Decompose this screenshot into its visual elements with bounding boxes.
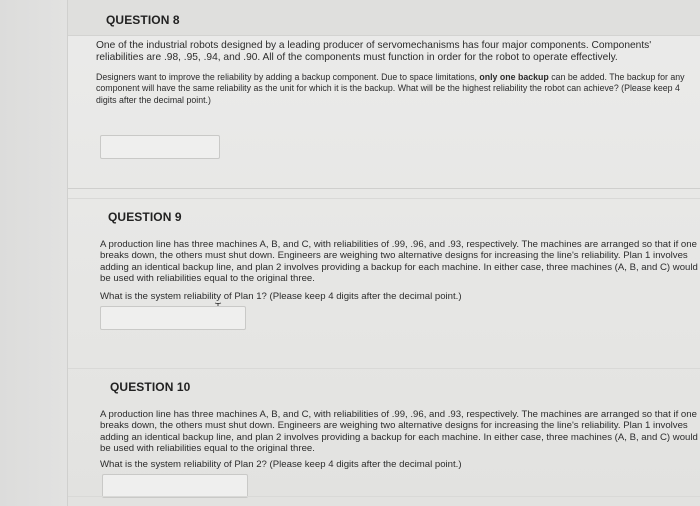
question-9-text: A production line has three machines A, B, and C, with reliabilities of .99, .96, and .93, respectively. The machines are arranged so that if one breaks down, the others must shut down. Engineers are weighing two alternative designs for increasing the line's reliability. Plan 1 involves adding an identical backup line, and plan 2 involves providing a backup for each machine. In either case, three machines (A, B, and C) would be used with reliabilities equal to the original three. [100, 239, 698, 285]
question-9-title: QUESTION 9 [108, 210, 182, 224]
question-8-instructions [96, 72, 696, 106]
question-10 [68, 369, 700, 506]
question-10-title: QUESTION 10 [110, 380, 191, 394]
question-9-answer-input[interactable] [100, 306, 246, 330]
divider-10 [68, 496, 700, 497]
question-10-prompt: What is the system reliability of Plan 2? (Please keep 4 digits after the decimal point.) [100, 459, 462, 470]
question-8-instructions-bold: only one backup [479, 72, 549, 82]
question-10-text: A production line has three machines A, B, and C, with reliabilities of .99, .96, and .93, respectively. The machines are arranged so that if one breaks down, the others must shut down. Engineers are weighing two alternative designs for increasing the line's reliability. Plan 1 involves adding an identical backup line, and plan 2 involves providing a backup for each machine. In either case, three machines (A, B, and C) would be used with reliabilities equal to the original three. [100, 409, 698, 455]
question-8-answer-input[interactable] [100, 135, 220, 159]
question-8-title: QUESTION 8 [106, 13, 180, 27]
question-9-prompt: What is the system reliability of Plan 1? (Please keep 4 digits after the decimal point.) [100, 291, 462, 302]
question-8-instructions-part2: can be added. The backup for any component will have the same reliability as the unit for which it is the backup. What will be the highest reliability the robot can achieve? (Please keep 4 digits after the decimal point.) [96, 72, 685, 105]
divider-8-top [68, 188, 700, 189]
question-10-answer-input[interactable] [102, 474, 248, 498]
question-8 [68, 0, 700, 200]
question-8-text: One of the industrial robots designed by a leading producer of servomechanisms has four major components. Components' reliabilities are .98, .95, .94, and .90. All of the components must function in order for the robot to operate effectively. [96, 40, 652, 63]
question-9 [68, 199, 700, 349]
left-margin [0, 0, 68, 506]
question-8-instructions-part1: Designers want to improve the reliability by adding a backup component. Due to space limitations, [96, 72, 480, 82]
